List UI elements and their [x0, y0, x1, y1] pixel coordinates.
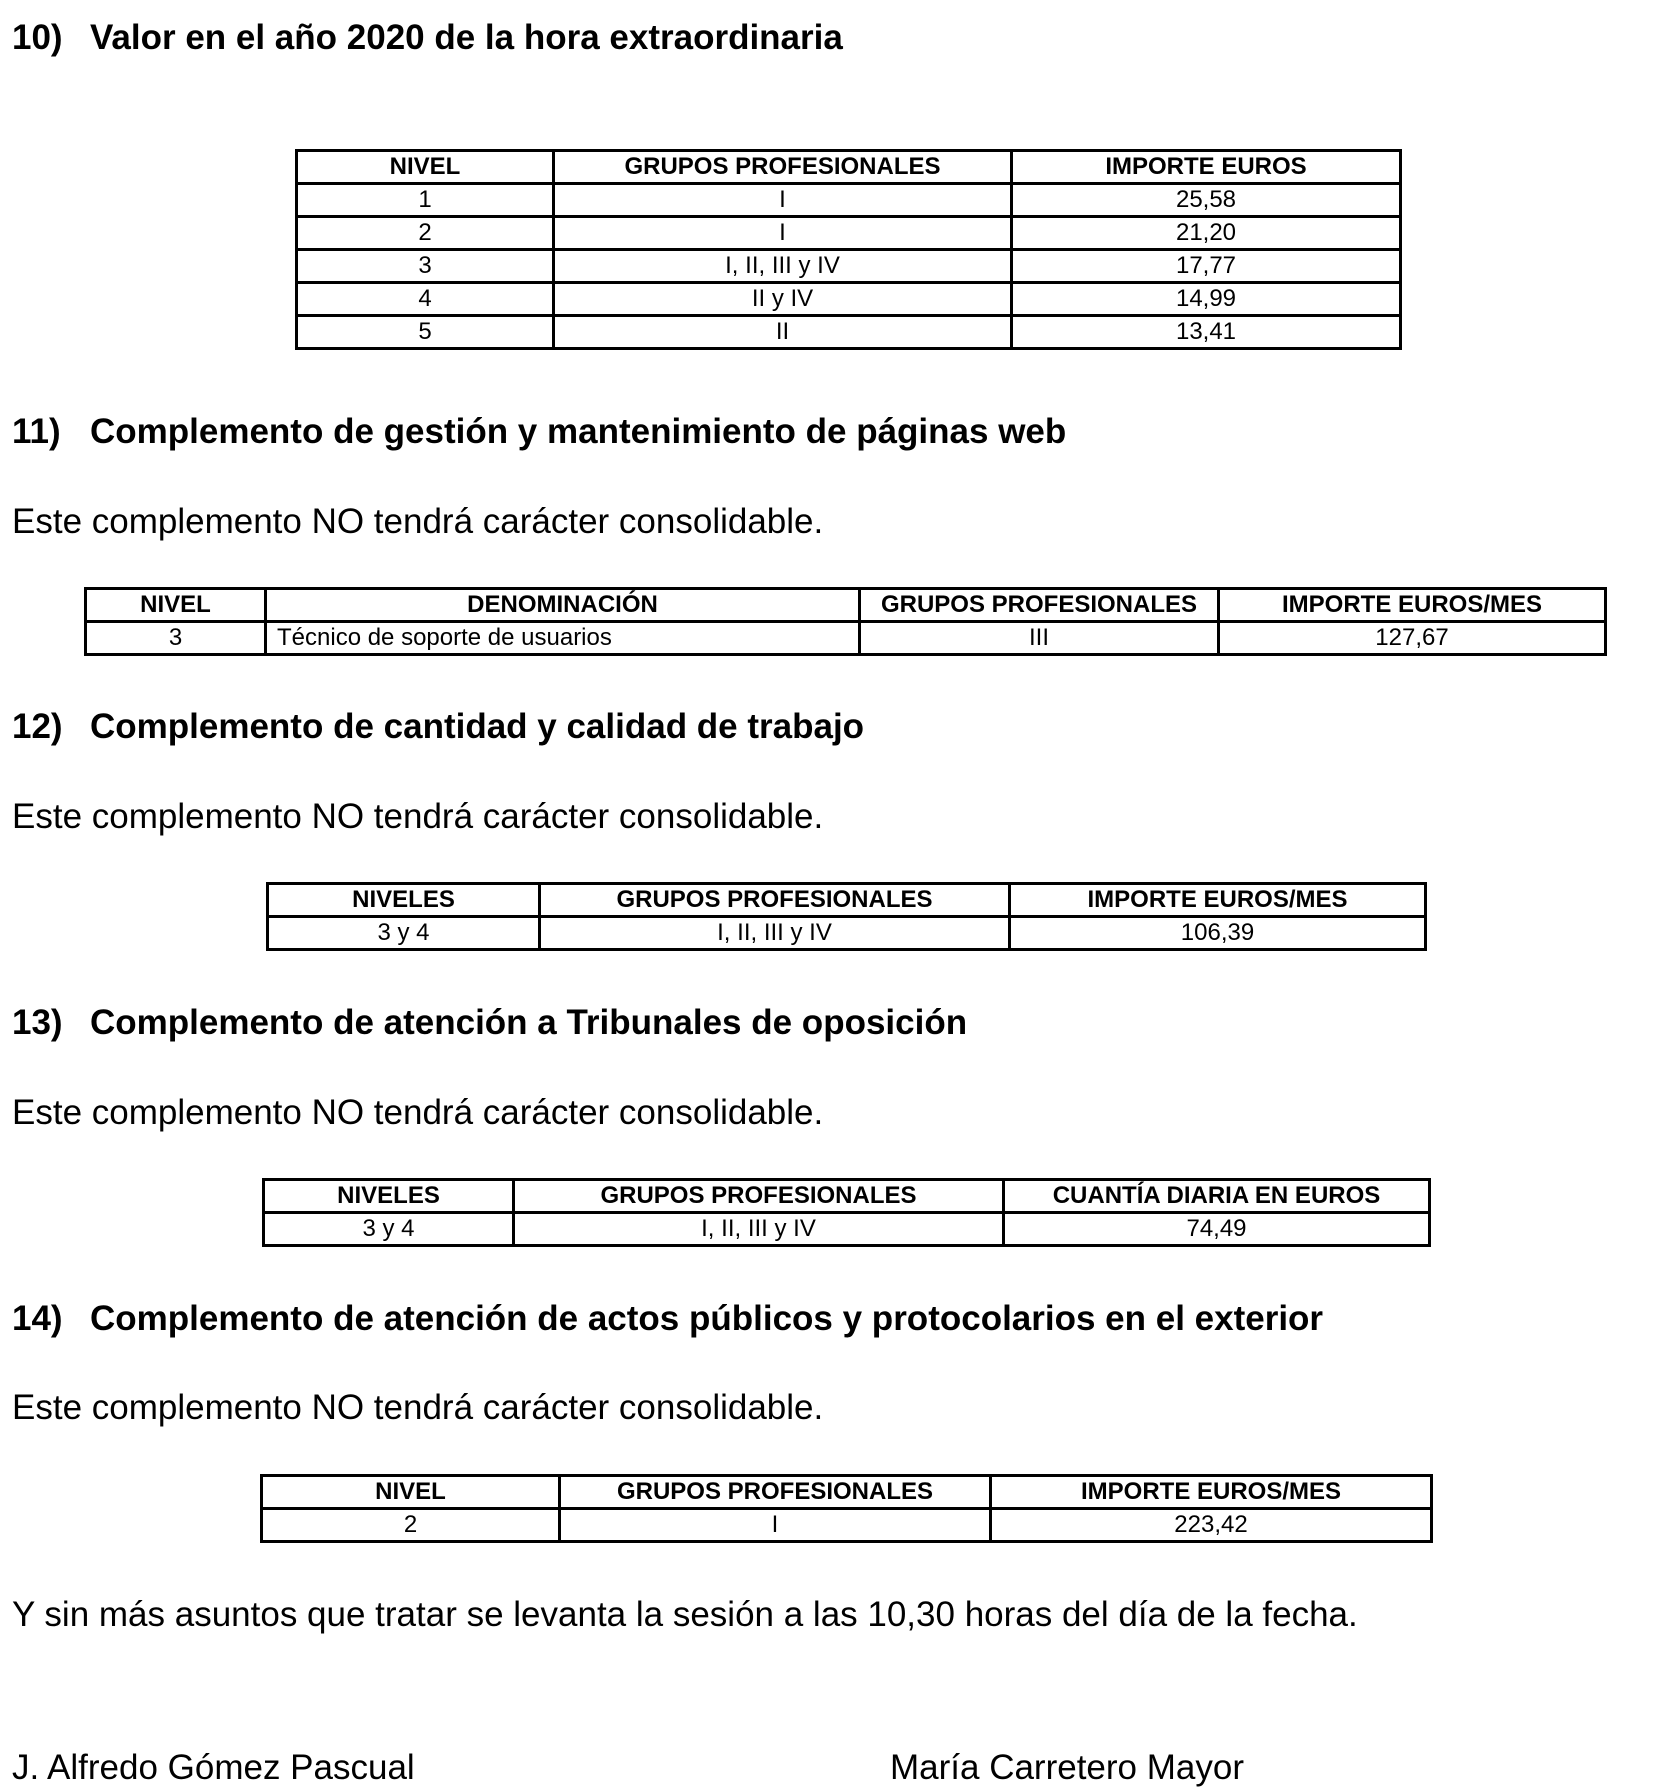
- table-cell: 3: [297, 250, 554, 283]
- table-cell: 25,58: [1012, 184, 1401, 217]
- table-cell: I, II, III y IV: [514, 1213, 1004, 1246]
- section-11-heading: [12, 412, 1066, 452]
- table-cell: 74,49: [1004, 1213, 1430, 1246]
- table-row: [262, 1509, 1432, 1542]
- column-header: GRUPOS PROFESIONALES: [560, 1476, 991, 1509]
- table-header-row: [268, 884, 1426, 917]
- column-header: GRUPOS PROFESIONALES: [514, 1180, 1004, 1213]
- column-header: NIVELES: [268, 884, 540, 917]
- table-header-row: [297, 151, 1401, 184]
- table-header-row: [264, 1180, 1430, 1213]
- column-header: IMPORTE EUROS/MES: [1010, 884, 1426, 917]
- column-header: IMPORTE EUROS: [1012, 151, 1401, 184]
- table-header-row: [262, 1476, 1432, 1509]
- section-number: 14): [12, 1299, 63, 1338]
- table-cell: I, II, III y IV: [540, 917, 1010, 950]
- column-header: IMPORTE EUROS/MES: [991, 1476, 1432, 1509]
- table-cell: II: [554, 316, 1012, 349]
- column-header: GRUPOS PROFESIONALES: [860, 589, 1219, 622]
- section-10-heading: [12, 18, 843, 58]
- table-cell: 21,20: [1012, 217, 1401, 250]
- table-cell: 17,77: [1012, 250, 1401, 283]
- table-row: [297, 184, 1401, 217]
- table-row: [268, 917, 1426, 950]
- table-row: [297, 283, 1401, 316]
- section-title: Complemento de cantidad y calidad de trabajo: [90, 707, 865, 746]
- section-13-note: Este complemento NO tendrá carácter consolidable.: [12, 1093, 824, 1132]
- column-header: CUANTÍA DIARIA EN EUROS: [1004, 1180, 1430, 1213]
- table-row: [264, 1213, 1430, 1246]
- overtime-table: [295, 149, 1402, 350]
- table-cell: I: [554, 217, 1012, 250]
- work-quality-table: [266, 882, 1427, 951]
- table-cell: 223,42: [991, 1509, 1432, 1542]
- table-cell: 127,67: [1219, 622, 1606, 655]
- section-number: 12): [12, 707, 63, 746]
- table-cell: 3 y 4: [264, 1213, 514, 1246]
- table-cell: 14,99: [1012, 283, 1401, 316]
- column-header: NIVEL: [262, 1476, 560, 1509]
- table-row: [297, 217, 1401, 250]
- table-cell: 3 y 4: [268, 917, 540, 950]
- exam-tribunal-table: [262, 1178, 1431, 1247]
- section-number: 11): [12, 412, 61, 451]
- column-header: IMPORTE EUROS/MES: [1219, 589, 1606, 622]
- signatory-right: María Carretero Mayor: [890, 1748, 1244, 1787]
- column-header: DENOMINACIÓN: [266, 589, 860, 622]
- section-title: Complemento de gestión y mantenimiento de páginas web: [90, 412, 1067, 451]
- column-header: GRUPOS PROFESIONALES: [540, 884, 1010, 917]
- web-maintenance-table: [84, 587, 1607, 656]
- table-cell: 3: [86, 622, 266, 655]
- closing-statement: Y sin más asuntos que tratar se levanta la sesión a las 10,30 horas del día de la fecha.: [12, 1595, 1358, 1634]
- section-12-heading: [12, 707, 864, 747]
- section-title: Complemento de atención de actos públicos y protocolarios en el exterior: [90, 1299, 1324, 1338]
- section-12-note: Este complemento NO tendrá carácter consolidable.: [12, 797, 824, 836]
- section-11-note: Este complemento NO tendrá carácter consolidable.: [12, 502, 824, 541]
- table-header-row: [86, 589, 1606, 622]
- table-cell: I, II, III y IV: [554, 250, 1012, 283]
- section-14-heading: [12, 1299, 1323, 1339]
- column-header: NIVELES: [264, 1180, 514, 1213]
- table-cell: I: [560, 1509, 991, 1542]
- table-row: [297, 316, 1401, 349]
- section-title: Complemento de atención a Tribunales de oposición: [90, 1003, 968, 1042]
- table-cell: 1: [297, 184, 554, 217]
- table-cell: 2: [297, 217, 554, 250]
- table-cell: 13,41: [1012, 316, 1401, 349]
- table-cell: II y IV: [554, 283, 1012, 316]
- public-events-table: [260, 1474, 1433, 1543]
- section-13-heading: [12, 1003, 967, 1043]
- table-cell: Técnico de soporte de usuarios: [266, 622, 860, 655]
- section-title: Valor en el año 2020 de la hora extraordinaria: [90, 18, 843, 57]
- section-number: 10): [12, 18, 63, 57]
- table-row: [86, 622, 1606, 655]
- table-cell: 2: [262, 1509, 560, 1542]
- table-row: [297, 250, 1401, 283]
- signatory-left: J. Alfredo Gómez Pascual: [12, 1748, 415, 1787]
- table-cell: 106,39: [1010, 917, 1426, 950]
- column-header: NIVEL: [86, 589, 266, 622]
- table-cell: III: [860, 622, 1219, 655]
- section-number: 13): [12, 1003, 63, 1042]
- table-cell: I: [554, 184, 1012, 217]
- column-header: GRUPOS PROFESIONALES: [554, 151, 1012, 184]
- column-header: NIVEL: [297, 151, 554, 184]
- table-cell: 4: [297, 283, 554, 316]
- table-cell: 5: [297, 316, 554, 349]
- section-14-note: Este complemento NO tendrá carácter consolidable.: [12, 1388, 824, 1427]
